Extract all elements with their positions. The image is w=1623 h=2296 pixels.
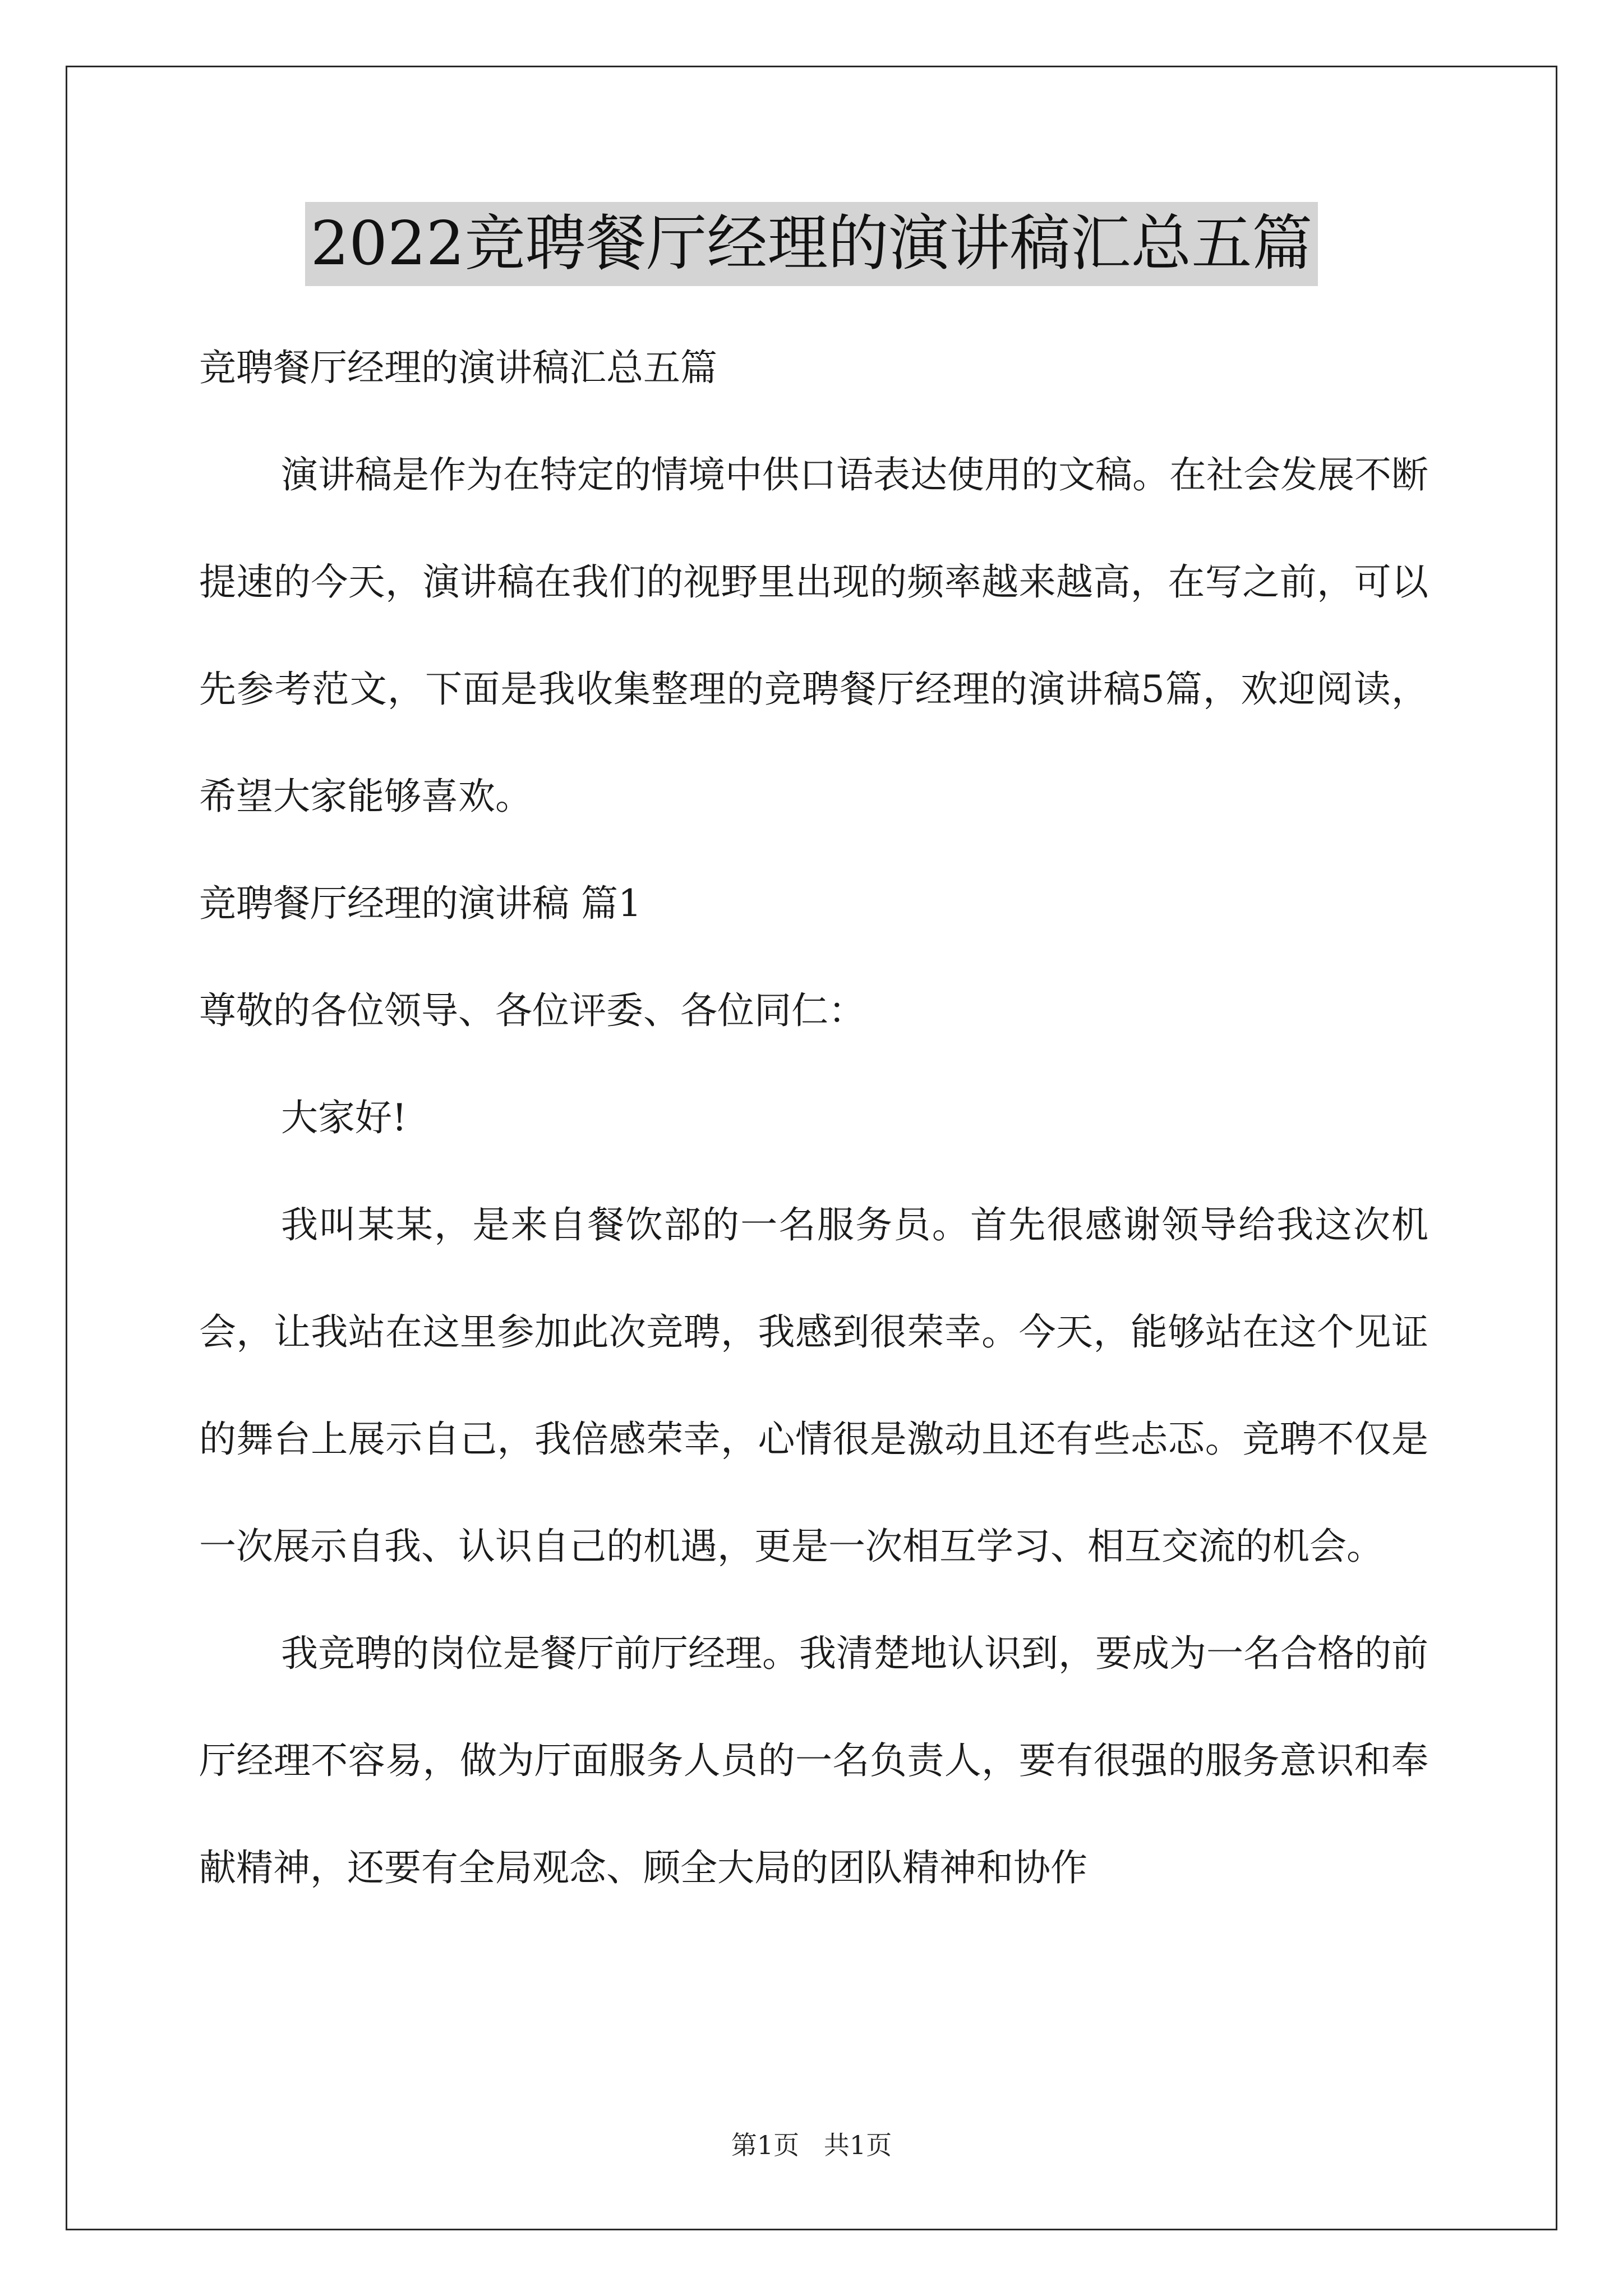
paragraph-salutation: 尊敬的各位领导、各位评委、各位同仁： <box>199 989 865 1032</box>
paragraph-subtitle: 竞聘餐厅经理的演讲稿汇总五篇 <box>199 346 717 389</box>
paragraph-greeting: 大家好! <box>281 1096 407 1139</box>
paragraph-body: 我竞聘的岗位是餐厅前厅经理。我清楚地认识到，要成为一名合格的前厅经理不容易，做为厅面服务人员的一名负责人，要有很强的服务意识和奉献精神，还要有全局观念、顾全大局的团队精神和协作 <box>199 1632 1428 1889</box>
section-heading: 竞聘餐厅经理的演讲稿 篇1 <box>199 882 642 925</box>
paragraph-body: 我叫某某，是来自餐饮部的一名服务员。首先很感谢领导给我这次机会，让我站在这里参加此次竞聘，我感到很荣幸。今天，能够站在这个见证的舞台上展示自己，我倍感荣幸，心情很是激动且还有些忐忑。竞聘不仅是一次展示自我、认识自己的机遇，更是一次相互学习、相互交流的机会。 <box>199 1203 1428 1568</box>
document-title: 2022竞聘餐厅经理的演讲稿汇总五篇 <box>305 202 1318 286</box>
document-body <box>199 314 1428 1921</box>
title-container <box>0 202 1623 286</box>
page-footer: 第1页 共1页 <box>731 2130 892 2160</box>
paragraph-intro: 演讲稿是作为在特定的情境中供口语表达使用的文稿。在社会发展不断提速的今天，演讲稿在我们的视野里出现的频率越来越高，在写之前，可以先参考范文，下面是我收集整理的竞聘餐厅经理的演讲稿5篇，欢迎阅读，希望大家能够喜欢。 <box>199 453 1428 818</box>
